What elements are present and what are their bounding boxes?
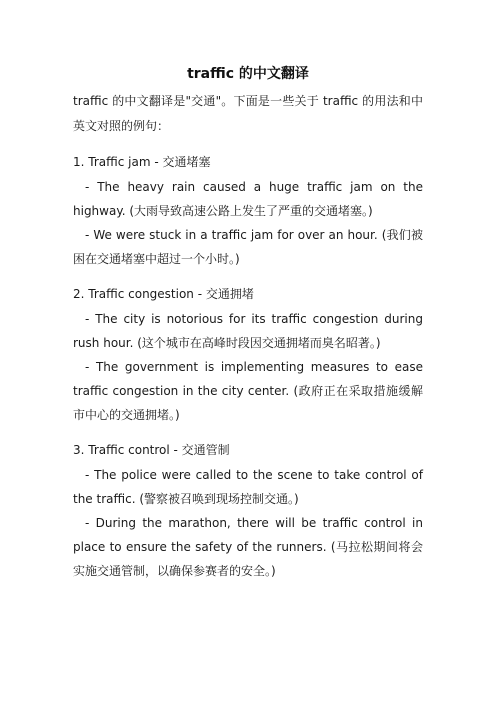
example-sentence: - During the marathon, there will be traffic control in place to ensure the safety of the runners. (马拉松期间将会实施交通管制，以确保参赛者的安全。) [73, 516, 423, 578]
section-heading: 3. Traffic control - 交通管制 [73, 443, 230, 457]
intro-paragraph: traffic 的中文翻译是"交通"。下面是一些关于 traffic 的用法和中英文对照的例句： [73, 94, 423, 133]
section-heading: 2. Traffic congestion - 交通拥堵 [73, 287, 254, 301]
example-sentence: - The city is notorious for its traffic congestion during rush hour. (这个城市在高峰时段因交通拥堵而臭名昭著。) [73, 312, 423, 350]
document-page [73, 63, 423, 583]
example-sentence: - We were stuck in a traffic jam for over an hour. (我们被困在交通堵塞中超过一个小时。) [73, 228, 423, 266]
section-traffic-jam [73, 150, 423, 271]
section-traffic-congestion [73, 282, 423, 427]
section-heading: 1. Traffic jam - 交通堵塞 [73, 155, 211, 169]
section-traffic-control [73, 438, 423, 583]
example-sentence: - The police were called to the scene to take control of the traffic. (警察被召唤到现场控制交通。) [73, 468, 423, 506]
example-sentence: - The heavy rain caused a huge traffic jam on the highway. (大雨导致高速公路上发生了严重的交通堵塞。) [73, 180, 423, 218]
document-title: traffic 的中文翻译 [187, 66, 309, 82]
example-sentence: - The government is implementing measures to ease traffic congestion in the city center. (政府正在采取措施缓解市中心的交通拥堵。) [73, 360, 423, 422]
